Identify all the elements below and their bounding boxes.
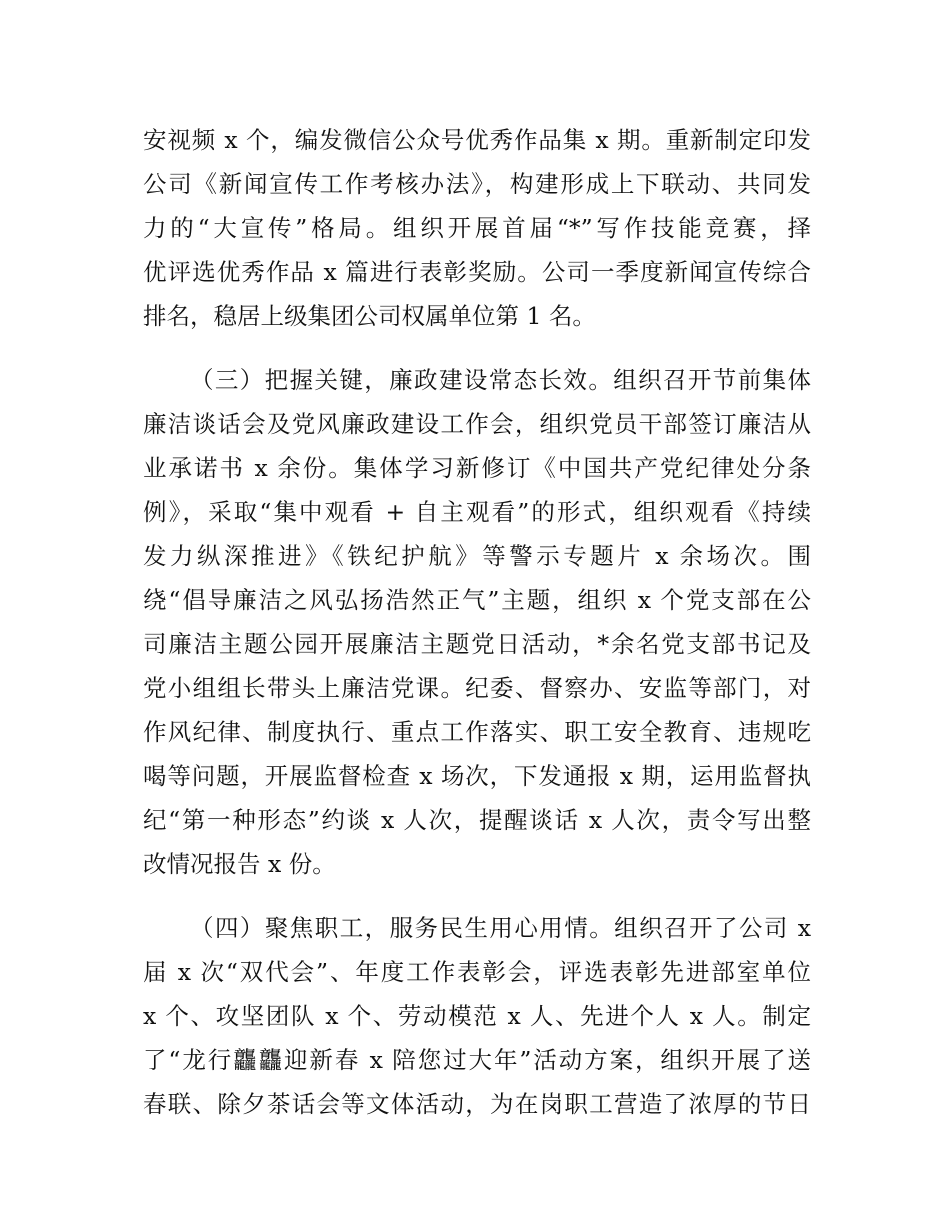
section-heading-line: （三）把握关键，廉政建设常态长效。组织召开节前集体 xyxy=(190,366,811,394)
text-line: 力的“大宣传”格局。组织开展首届“*”写作技能竞赛，择 xyxy=(143,214,811,242)
text-line: 例》，采取“集中观看 + 自主观看”的形式，组织观看《持续 xyxy=(143,498,811,526)
paragraph-integrity xyxy=(143,358,811,886)
document-body xyxy=(143,118,811,1126)
paragraph-publicity xyxy=(143,118,811,338)
text-line: 绕“倡导廉洁之风弘扬浩然正气”主题，组织 x 个党支部在公 xyxy=(143,586,811,614)
section-heading-line: （四）聚焦职工，服务民生用心用情。组织召开了公司 x xyxy=(190,914,811,942)
text-line: 业承诺书 x 余份。集体学习新修订《中国共产党纪律处分条 xyxy=(143,454,811,482)
text-line: 届 x 次“双代会”、年度工作表彰会，评选表彰先进部室单位 xyxy=(143,958,811,986)
text-line: 排名，稳居上级集团公司权属单位第 1 名。 xyxy=(143,302,596,330)
text-line: x 个、攻坚团队 x 个、劳动模范 x 人、先进个人 x 人。制定 xyxy=(143,1002,811,1030)
text-line: 优评选优秀作品 x 篇进行表彰奖励。公司一季度新闻宣传综合 xyxy=(143,258,811,286)
text-line: 公司《新闻宣传工作考核办法》，构建形成上下联动、共同发 xyxy=(143,170,811,198)
text-line: 司廉洁主题公园开展廉洁主题党日活动，*余名党支部书记及 xyxy=(143,630,811,658)
text-line: 安视频 x 个，编发微信公众号优秀作品集 x 期。重新制定印发 xyxy=(143,126,811,154)
text-line: 廉洁谈话会及党风廉政建设工作会，组织党员干部签订廉洁从 xyxy=(143,410,811,438)
text-line: 作风纪律、制度执行、重点工作落实、职工安全教育、违规吃 xyxy=(143,718,811,746)
text-line: 党小组组长带头上廉洁党课。纪委、督察办、安监等部门，对 xyxy=(143,674,811,702)
text-line: 改情况报告 x 份。 xyxy=(143,850,336,878)
text-line: 纪“第一种形态”约谈 x 人次，提醒谈话 x 人次，责令写出整 xyxy=(143,806,811,834)
text-line: 喝等问题，开展监督检查 x 场次，下发通报 x 期，运用监督执 xyxy=(143,762,811,790)
text-line: 春联、除夕茶话会等文体活动，为在岗职工营造了浓厚的节日 xyxy=(143,1090,811,1118)
text-line: 了“龙行龘龘迎新春 x 陪您过大年”活动方案，组织开展了送 xyxy=(143,1046,811,1074)
text-line: 发力纵深推进》《铁纪护航》等警示专题片 x 余场次。围 xyxy=(143,542,811,570)
paragraph-staff-services xyxy=(143,906,811,1126)
